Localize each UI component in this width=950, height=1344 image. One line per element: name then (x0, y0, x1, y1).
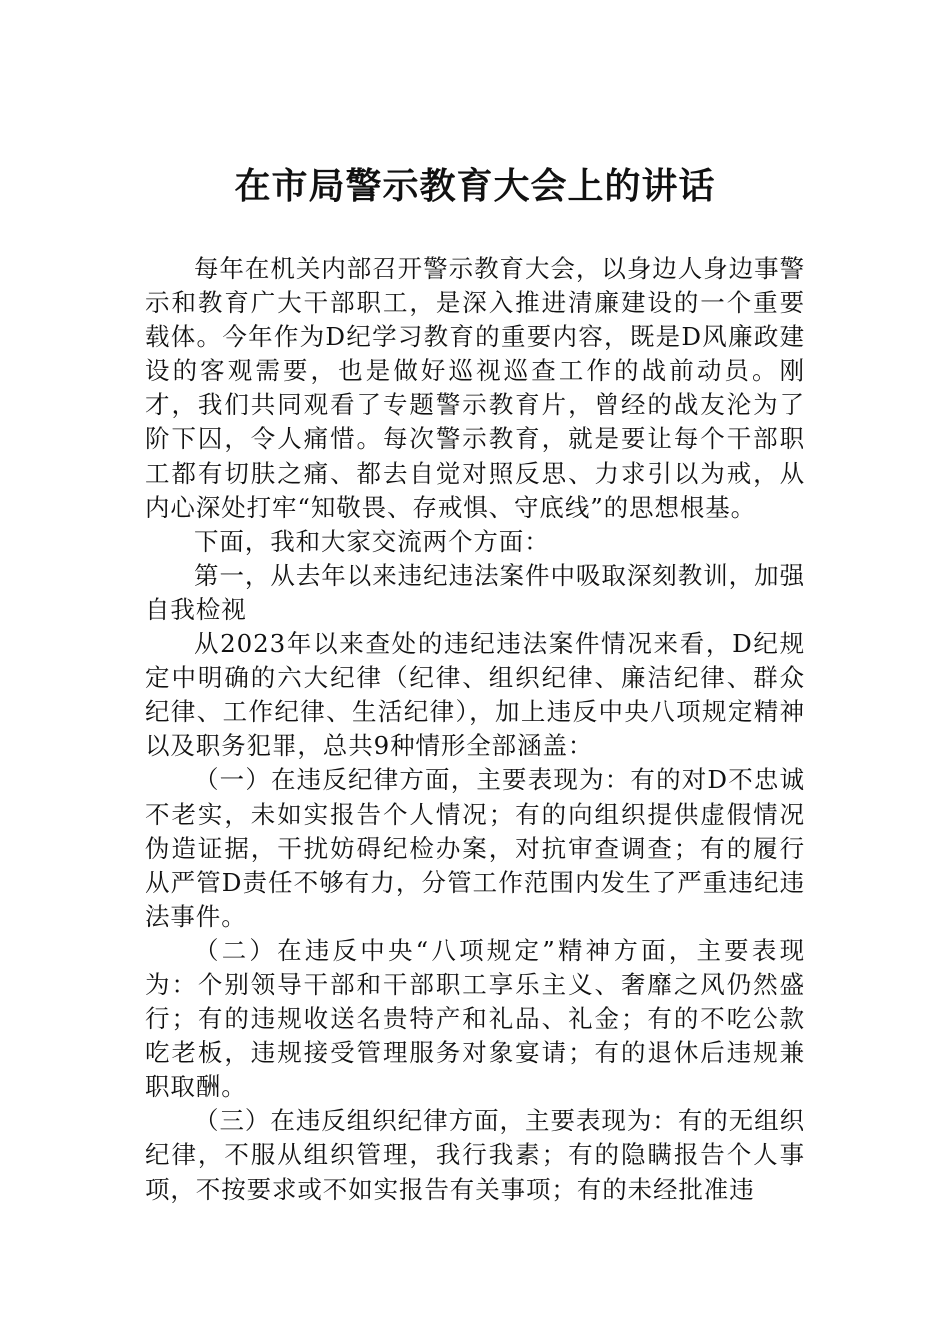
paragraph-transition: 下面，我和大家交流两个方面： (194, 526, 550, 556)
document-body (145, 252, 805, 1207)
paragraph-item-2: （二）在违反中央“八项规定”精神方面，主要表现为：个别领导干部和干部职工享乐主义、奢靡之风仍然盛行；有的违规收送名贵特产和礼品、礼金；有的不吃公款吃老板，违规接受管理服务对象宴请；有的退休后违规兼职取酬。 (145, 935, 805, 1102)
section-heading-first: 第一，从去年以来违纪违法案件中吸取深刻教训，加强自我检视 (145, 560, 805, 624)
paragraph-case-overview: 从2023年以来查处的违纪违法案件情况来看，D纪规定中明确的六大纪律（纪律、组织纪律、廉洁纪律、群众纪律、工作纪律、生活纪律），加上违反中央八项规定精神以及职务犯罪，总共9种情形全部涵盖： (145, 629, 805, 761)
paragraph-intro: 每年在机关内部召开警示教育大会，以身边人身边事警示和教育广大干部职工，是深入推进清廉建设的一个重要载体。今年作为D纪学习教育的重要内容，既是D风廉政建设的客观需要，也是做好巡视巡查工作的战前动员。刚才，我们共同观看了专题警示教育片，曾经的战友沦为了阶下囚，令人痛惜。每次警示教育，就是要让每个干部职工都有切肤之痛、都去自觉对照反思、力求引以为戒，从内心深处打牢“知敬畏、存戒惧、守底线”的思想根基。 (145, 254, 805, 522)
document-title: 在市局警示教育大会上的讲话 (234, 165, 716, 207)
paragraph-item-3: （三）在违反组织纪律方面，主要表现为：有的无组织纪律，不服从组织管理，我行我素；有的隐瞒报告个人事项，不按要求或不如实报告有关事项；有的未经批准违 (145, 1106, 805, 1204)
paragraph-item-1: （一）在违反纪律方面，主要表现为：有的对D不忠诚不老实，未如实报告个人情况；有的向组织提供虚假情况伪造证据，干扰妨碍纪检办案，对抗审查调查；有的履行从严管D责任不够有力，分管工作范围内发生了严重违纪违法事件。 (145, 765, 805, 931)
